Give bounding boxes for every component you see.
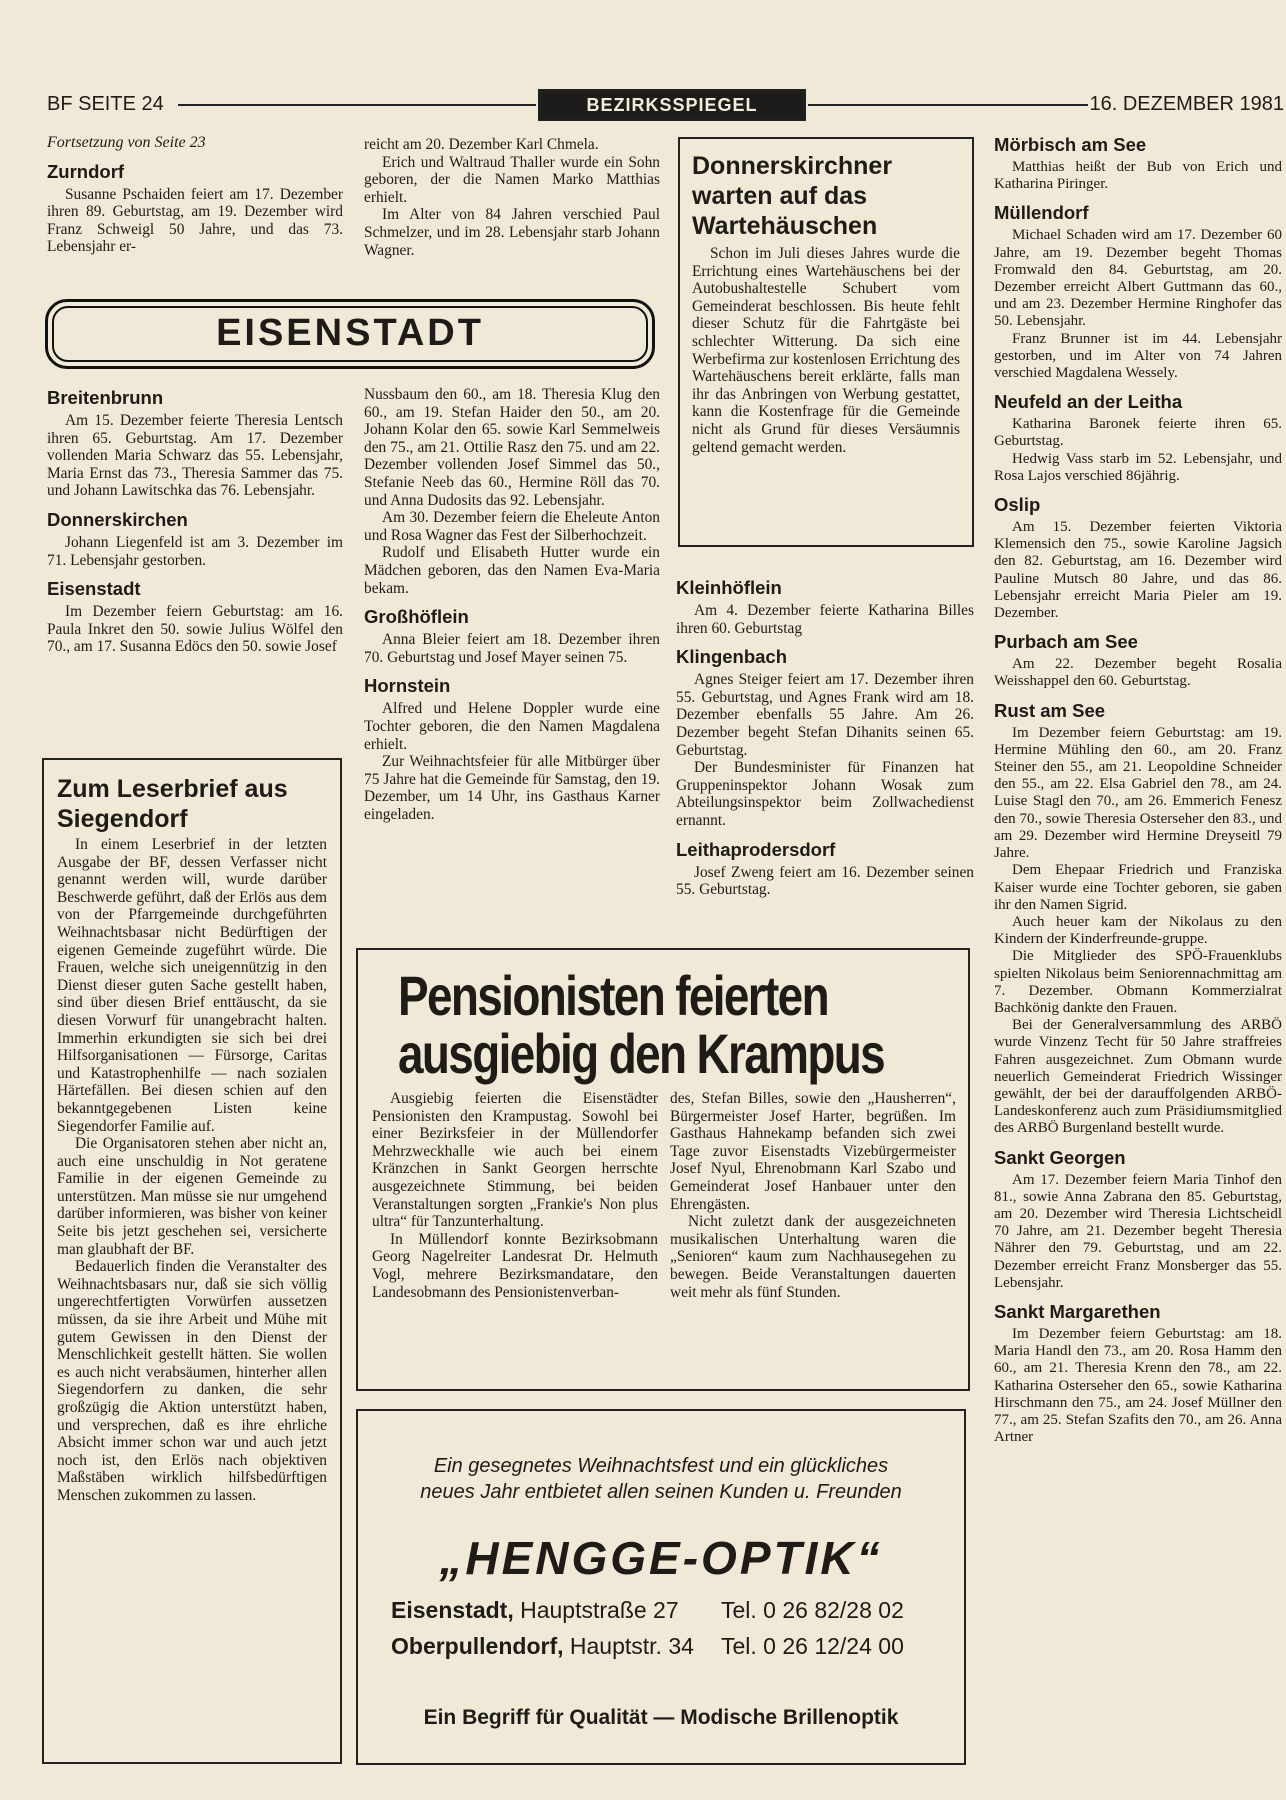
article-text: Dem Ehepaar Friedrich und Franziska Kaiser wurde eine Tochter geboren, sie gaben ihr den Namen Sigrid. bbox=[994, 862, 1282, 913]
article-text: Michael Schaden wird am 17. Dezember 60 Jahre, am 19. Dezember begeht Thomas Fromwald den 84. Geburtstag, am 20. Dezember erreicht Albert Guttmann das 60., und am 23. Dezember Hermine Ringhofer das 50. Lebensjahr. bbox=[994, 227, 1282, 330]
ad-address-1 bbox=[391, 1593, 951, 1627]
ad-greeting-2: neues Jahr entbietet allen seinen Kunden u. Freunden bbox=[420, 1481, 902, 1503]
ad-slogan: Ein Begriff für Qualität — Modische Brillenoptik bbox=[423, 1706, 899, 1729]
heading-rust: Rust am See bbox=[994, 699, 1106, 721]
heading-oslip: Oslip bbox=[994, 494, 1041, 516]
article-text: Im Dezember feiern Geburtstag: am 16. Paula Inkret den 50. sowie Julius Wölfel den 70., am 17. Susanna Edöcs den 50. sowie Josef bbox=[47, 603, 343, 656]
article-text: Am 4. Dezember feierte Katharina Billes ihren 60. Geburtstag bbox=[676, 602, 974, 637]
article-text: Matthias heißt der Bub von Erich und Katharina Piringer. bbox=[994, 159, 1282, 193]
box-title: Donnerskirchner warten auf das Wartehäuschen bbox=[692, 152, 893, 240]
text-zurndorf: Susanne Pschaiden feiert am 17. Dezember ihren 89. Geburtstag, am 19. Dezember wird Franz Schweigl 50 Jahre, und das 73. Lebensjahr er- bbox=[47, 185, 343, 256]
heading-grosshoeflein: Großhöflein bbox=[364, 606, 469, 628]
heading-kleinhoeflein: Kleinhöflein bbox=[676, 577, 782, 598]
column-3 bbox=[676, 568, 974, 899]
pensionisten-col-2 bbox=[670, 1090, 956, 1301]
header-rule-right bbox=[808, 104, 1088, 106]
ad-phone: Tel. 0 26 82/28 02 bbox=[721, 1597, 904, 1623]
article-text: Anna Bleier feiert am 18. Dezember ihren 70. Geburtstag und Josef Mayer seinen 75. bbox=[364, 631, 660, 666]
article-text: Am 15. Dezember feierte Theresia Lentsch ihren 65. Geburtstag. Am 17. Dezember vollenden Maria Schwarz das 55. Lebensjahr, Maria Ernst das 73., Theresia Sammer das 75. und Johann Lawitschka das 76. Lebensjahr. bbox=[47, 412, 343, 500]
header-rule-left bbox=[178, 104, 536, 106]
heading-klingenbach: Klingenbach bbox=[676, 646, 788, 668]
article-text: Der Bundesminister für Finanzen hat Gruppeninspektor Johann Wosak zum Abteilungsinspektor beim Zollwachedienst ernannt. bbox=[676, 759, 974, 829]
article-text: Im Dezember feiern Geburtstag: am 18. Maria Handl den 73., am 20. Rosa Hamm den 60., am 21. Theresia Krenn den 78., am 22. Katharina Osterseher den 65., sowie Katharina Hirschmann den 75., am 24. Josef Müllner den 77., am 25. Stefan Szafits den 70., am 26. Anna Artner bbox=[994, 1325, 1282, 1446]
box-title: Zum Leserbrief aus Siegendorf bbox=[57, 775, 288, 833]
ad-phone: Tel. 0 26 12/24 00 bbox=[721, 1633, 904, 1659]
article-text: Am 15. Dezember feierten Viktoria Klemensich den 75., sowie Karoline Jagsich den 82. Geburtstag, am 16. Dezember wird Pauline Mutsch 80 Jahre, und das 86. Lebensjahr erreicht Maria Pieler am 19. Dezember. bbox=[994, 519, 1282, 622]
heading-hornstein: Hornstein bbox=[364, 675, 451, 697]
continuation-note: Fortsetzung von Seite 23 bbox=[47, 134, 206, 151]
headline-line-1: Pensionisten feierten bbox=[398, 964, 828, 1027]
article-text: Die Mitglieder des SPÖ-Frauenklubs spielten Nikolaus beim Seniorennachmittag am 7. Dezember. Obmann Kommerzialrat Bachkönig dankte den Frauen. bbox=[994, 948, 1282, 1016]
issue-date: 16. DEZEMBER 1981 bbox=[1089, 93, 1284, 115]
column-4 bbox=[994, 134, 1282, 1794]
section-title: BEZIRKSSPIEGEL bbox=[538, 89, 806, 121]
article-text: reicht am 20. Dezember Karl Chmela. bbox=[364, 136, 599, 153]
article-text: Zur Weihnachtsfeier für alle Mitbürger über 75 Jahre hat die Gemeinde für Samstag, den 19. Dezember, um 14 Uhr, ins Gasthaus Karner eingeladen. bbox=[364, 753, 660, 823]
article-text: Am 30. Dezember feiern die Eheleute Anton und Rosa Wagner das Fest der Silberhochzeit. bbox=[364, 509, 660, 544]
heading-moerbisch: Mörbisch am See bbox=[994, 134, 1147, 155]
article-text: Nussbaum den 60., am 18. Theresia Klug den 60., am 19. Stefan Haider den 50., am 20. Johann Kolar den 65. sowie Karl Semmelweis den 75., am 21. Ottilie Rasz den 75. und am 22. Dezember vollenden Josef Simmel das 50., Stefanie Neeb das 60., Hermine Röll das 70. und Anna Dudosits das 92. Lebensjahr. bbox=[364, 386, 660, 509]
leserbrief-box bbox=[42, 758, 342, 1764]
ad-city: Oberpullendorf, bbox=[391, 1633, 564, 1659]
column-2-mid bbox=[364, 386, 660, 823]
pensionisten-col-1 bbox=[372, 1090, 658, 1301]
heading-zurndorf: Zurndorf bbox=[47, 160, 125, 182]
ad-greeting-1: Ein gesegnetes Weihnachtsfest und ein glückliches bbox=[433, 1455, 889, 1477]
article-text: Johann Liegenfeld ist am 3. Dezember im 71. Lebensjahr gestorben. bbox=[47, 533, 343, 569]
article-text: Alfred und Helene Doppler wurde eine Tochter geboren, die den Namen Magdalena erhielt. bbox=[364, 700, 660, 753]
article-text: Bei der Generalversammlung des ARBÖ wurde Vinzenz Techt für 50 Jahre straffreies Fahren ausgezeichnet. Zum Obmann wurde neuerlich Gemeinderat Friedrich Wissinger gewählt, der bei der darauffolgenden ARBÖ-Landeskonferenz auch zum Präsidiumsmitglied des ARBÖ Burgenland bestellt wurde. bbox=[994, 1017, 1282, 1137]
article-text: Franz Brunner ist im 44. Lebensjahr gestorben, und im Alter von 74 Jahren verschied Magdalena Wessely. bbox=[994, 330, 1282, 382]
heading-breitenbrunn: Breitenbrunn bbox=[47, 387, 164, 408]
heading-sankt-margarethen: Sankt Margarethen bbox=[994, 1300, 1161, 1322]
hengge-optik-ad bbox=[356, 1409, 966, 1765]
article-text: In Müllendorf konnte Bezirksobmann Georg Nagelreiter Landesrat Dr. Helmuth Vogl, mehrere Bezirksmandatare, den Landesobmann des Pensionistenverban- bbox=[372, 1230, 658, 1301]
headline-line-2: ausgiebig den Krampus bbox=[398, 1022, 885, 1085]
ad-company-name: „HENGGE-OPTIK“ bbox=[439, 1532, 883, 1584]
article-text: Am 22. Dezember begeht Rosalia Weisshappel den 60. Geburtstag. bbox=[994, 656, 1282, 690]
heading-eisenstadt: Eisenstadt bbox=[47, 578, 141, 600]
article-text: Erich und Waltraud Thaller wurde ein Sohn geboren, der die Namen Marko Matthias erhielt. bbox=[364, 153, 660, 206]
column-1-mid bbox=[47, 378, 343, 656]
article-text: Im Dezember feiern Geburtstag: am 19. Hermine Mühling den 60., am 20. Franz Steiner den 55., am 21. Leopoldine Schneider den 55., am 22. Elsa Gabriel den 78., am 24. Luise Stagl den 70., am 26. Emmerich Fenesz den 70., sowie Theresia Osterseher den 83., und am 29. Dezember wird Hermine Dreyseitl 79 Jahre. bbox=[994, 724, 1282, 862]
column-1-top bbox=[47, 134, 343, 256]
article-text: Die Organisatoren stehen aber nicht an, auch eine unschuldig in Not geratene Familie in der eigenen Gemeinde zu unterstützen. Man müsse sie nur umgehend darüber informieren, was bisher von keiner Seite bis jetzt geschehen sei, versicherte man glaubhaft der BF. bbox=[57, 1135, 327, 1258]
article-text: Katharina Baronek feierte ihren 65. Geburtstag. bbox=[994, 416, 1282, 450]
ad-address-2 bbox=[391, 1629, 951, 1663]
donnerskirchen-box bbox=[678, 137, 974, 547]
ad-city: Eisenstadt, bbox=[391, 1597, 514, 1623]
article-text: Josef Zweng feiert am 16. Dezember seinen 55. Geburtstag. bbox=[676, 863, 974, 899]
eisenstadt-banner bbox=[45, 299, 655, 369]
heading-neufeld: Neufeld an der Leitha bbox=[994, 391, 1183, 413]
heading-muellendorf: Müllendorf bbox=[994, 202, 1089, 224]
article-text: des, Stefan Billes, sowie den „Hausherren“, Bürgermeister Josef Harter, begrüßen. Im Gasthaus Hahnekamp befanden sich zwei Tage zuvor Eisenstadts Vizebürgermeister Josef Nyul, Ehrenobmann Karl Szabo und Gemeinderat Josef Hanbauer unter den Ehrengästen. bbox=[670, 1090, 956, 1213]
ad-street: Hauptstr. 34 bbox=[569, 1633, 694, 1659]
article-text: Schon im Juli dieses Jahres wurde die Errichtung eines Wartehäuschens bei der Autobushaltestelle Schubert vom Gemeinderat beschlossen. Bis heute fehlt dieser Schutz für die Fahrtgäste bei schlechter Witterung. Da sich eine Werbefirma zur kostenlosen Errichtung des Wartehäuschens bereit erklärte, falls man ihr das Anbringen von Werbung gestattet, kann die Kostenfrage für die Gemeinde nicht als Grund für dieses Versäumnis geltend gemacht werden. bbox=[692, 245, 960, 456]
pensionisten-box bbox=[356, 948, 970, 1391]
article-text: Rudolf und Elisabeth Hutter wurde ein Mädchen geboren, das den Namen Eva-Maria bekam. bbox=[364, 544, 660, 597]
page-number: BF SEITE 24 bbox=[47, 93, 164, 115]
heading-sankt-georgen: Sankt Georgen bbox=[994, 1146, 1126, 1168]
heading-donnerskirchen: Donnerskirchen bbox=[47, 508, 188, 530]
article-text: Auch heuer kam der Nikolaus zu den Kindern der Kinderfreunde-gruppe. bbox=[994, 913, 1282, 948]
article-text: Hedwig Vass starb im 52. Lebensjahr, und Rosa Lajos verschied 86jährig. bbox=[994, 450, 1282, 484]
article-text: Am 17. Dezember feiern Maria Tinhof den 81., sowie Anna Zabrana den 85. Geburtstag, am 20. Dezember wird Theresia Lichtscheidl 70 Jahre, am 21. Dezember begeht Theresia Nährer den 79. Geburtstag, und am 22. Dezember erreicht Franz Monsberger das 55. Lebensjahr. bbox=[994, 1171, 1282, 1291]
article-text: Bedauerlich finden die Veranstalter des Weihnachtsbasars nur, daß sie sich völlig ungerechtfertigten Vorwürfen aussetzen müssen, da sie ihre Arbeit und Mühe mit gutem Gewissen in den Dienst der Menschlichkeit gestellt hätten. Sie wollen es auch nicht verabsäumen, hinterher allen Siegendorfern zu danken, die sehr großzügig die Aktion unterstützt haben, und versprechen, daß es ihre ehrliche Absicht immer schon war und auch jetzt noch ist, den Erlös nach objektiven Maßstäben wirklich hilfsbedürftigen Menschen zukommen zu lassen. bbox=[57, 1258, 327, 1504]
article-text: Nicht zuletzt dank der ausgezeichneten musikalischen Unterhaltung waren die „Senioren“ kaum zum Nachhausegehen zu bewegen. Beide Veranstaltungen dauerten weit mehr als fünf Stunden. bbox=[670, 1213, 956, 1301]
article-text: In einem Leserbrief in der letzten Ausgabe der BF, dessen Verfasser nicht genannt werden will, wurde darüber Beschwerde geführt, daß der Erlös aus dem von der Pfarrgemeinde durchgeführten Weihnachtsbasar nicht Bedürftigen der eigenen Gemeinde zugeführt würde. Die Frauen, welche sich uneigennützig in den Dienst dieser guten Sache gestellt haben, sind über diesen Brief enttäuscht, da sie diesen Vorwurf für unangebracht halten. Immerhin erkundigten sie sich bei drei Hilfsorganisationen — Fürsorge, Caritas und Katastrophenhilfe — nach sozialen Härtefällen. Bei diesen schien auf den bekanntgegebenen Listen keine Siegendorfer Familie auf. bbox=[57, 836, 327, 1135]
article-text: Ausgiebig feierten die Eisenstädter Pensionisten den Krampustag. Sowohl bei einer Bezirksfeier in der Müllendorfer Mehrzweckhalle wie auch bei einem Kränzchen in Sankt Georgen herrschte ausgezeichnete Stimmung, bei beiden Veranstaltungen sorgten „Frankie's Non plus ultra“ für Tanzunterhaltung. bbox=[372, 1090, 658, 1231]
article-text: Agnes Steiger feiert am 17. Dezember ihren 55. Geburtstag, und Agnes Frank wird am 18. Dezember ebenfalls 55 Jahre. Am 26. Dezember begeht Stefan Dihanits seinen 65. Geburtstag. bbox=[676, 671, 974, 759]
article-text: Im Alter von 84 Jahren verschied Paul Schmelzer, und im 28. Lebensjahr starb Johann Wagner. bbox=[364, 206, 660, 259]
eisenstadt-title: EISENSTADT bbox=[52, 306, 648, 362]
heading-purbach: Purbach am See bbox=[994, 631, 1138, 653]
ad-street: Hauptstraße 27 bbox=[520, 1597, 679, 1623]
column-2-top bbox=[364, 136, 660, 259]
heading-leithaprodersdorf: Leithaprodersdorf bbox=[676, 838, 836, 860]
